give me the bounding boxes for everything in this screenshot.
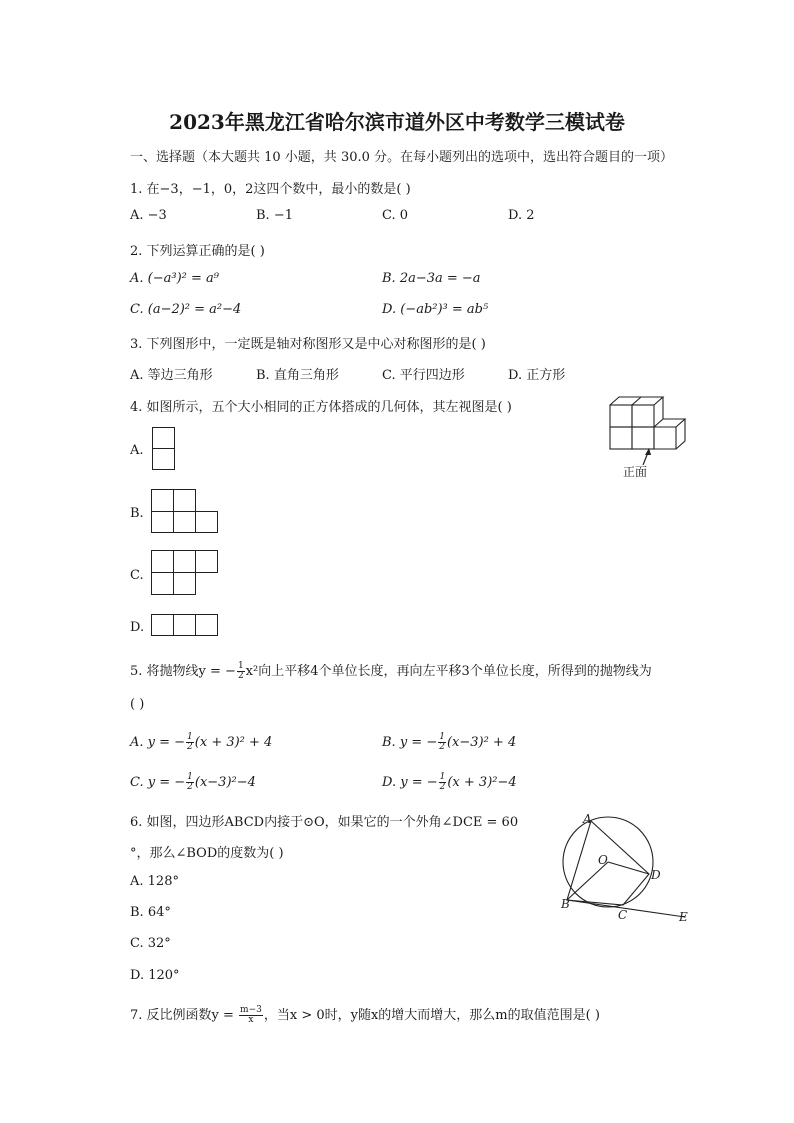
option-suffix: (x + 3)² + 4 bbox=[194, 735, 273, 750]
question-5-stem-line2: ( ) bbox=[130, 697, 145, 712]
view-b-cell bbox=[195, 511, 218, 533]
question-3-option-c: C. 平行四边形 bbox=[382, 368, 465, 383]
option-suffix: (x−3)²−4 bbox=[194, 775, 256, 790]
fraction-denominator: 2 bbox=[187, 782, 193, 792]
option-prefix: A. y = − bbox=[130, 735, 186, 750]
fraction-denominator: 2 bbox=[439, 742, 445, 752]
question-6-stem-line2: °，那么∠BOD的度数为( ) bbox=[130, 846, 284, 861]
view-c-cell bbox=[195, 550, 218, 573]
question-2-option-a: A. (−a³)² = a⁹ bbox=[130, 271, 219, 286]
question-6-option-b: B. 64° bbox=[130, 905, 171, 920]
view-d-cell bbox=[173, 614, 196, 636]
question-6-stem: 6. 如图，四边形ABCD内接于⊙O，如果它的一个外角∠DCE = 60 bbox=[130, 815, 519, 830]
option-suffix: (x−3)² + 4 bbox=[446, 735, 517, 750]
view-d-cell bbox=[151, 614, 174, 636]
question-5-option-a bbox=[130, 733, 272, 752]
option-fraction bbox=[439, 773, 447, 792]
view-b-cell bbox=[151, 489, 174, 512]
question-4-option-d: D. bbox=[130, 620, 145, 635]
question-5-option-c bbox=[130, 773, 256, 792]
fraction-denominator: 2 bbox=[187, 742, 193, 752]
question-5-option-d bbox=[382, 773, 517, 792]
option-fraction bbox=[186, 733, 194, 752]
question-4-option-c: C. bbox=[130, 568, 144, 583]
question-3-stem: 3. 下列图形中，一定既是轴对称图形又是中心对称图形的是( ) bbox=[130, 337, 486, 352]
option-fraction bbox=[438, 733, 446, 752]
question-6-option-c: C. 32° bbox=[130, 936, 171, 951]
question-6-option-d: D. 120° bbox=[130, 968, 180, 983]
question-3-option-b: B. 直角三角形 bbox=[256, 368, 339, 383]
fraction-numerator: m−3 bbox=[240, 1005, 262, 1015]
view-b-cell bbox=[173, 511, 196, 533]
question-6-option-a: A. 128° bbox=[130, 874, 179, 889]
question-1-option-d: D. 2 bbox=[508, 208, 535, 223]
fraction-numerator: 1 bbox=[439, 732, 445, 742]
question-4-stem: 4. 如图所示，五个大小相同的正方体搭成的几何体，其左视图是( ) bbox=[130, 400, 512, 415]
figure-label-front: 正面 bbox=[623, 465, 648, 479]
question-5-stem bbox=[130, 660, 652, 681]
point-e-label: E bbox=[679, 910, 688, 924]
question-4-option-a: A. bbox=[130, 443, 144, 458]
view-c-cell bbox=[173, 550, 196, 573]
fraction-denominator: x bbox=[248, 1015, 254, 1025]
question-1-option-b: B. −1 bbox=[256, 208, 293, 223]
q7-stem-fraction bbox=[239, 1006, 263, 1025]
point-o-label: O bbox=[598, 853, 608, 867]
question-2-option-c: C. (a−2)² = a²−4 bbox=[130, 302, 242, 317]
question-2-stem: 2. 下列运算正确的是( ) bbox=[130, 244, 265, 259]
fraction-denominator: 2 bbox=[439, 782, 446, 792]
question-4-option-b: B. bbox=[130, 506, 144, 521]
question-1-option-a: A. −3 bbox=[130, 208, 167, 223]
question-2-option-b: B. 2a−3a = −a bbox=[382, 271, 481, 286]
view-d-cell bbox=[195, 614, 218, 636]
q5-stem-fraction bbox=[237, 662, 245, 681]
fraction-numerator: 1 bbox=[187, 732, 193, 742]
inscribed-quadrilateral-figure bbox=[555, 810, 695, 930]
point-c-label: C bbox=[618, 908, 628, 922]
cube-stack-figure bbox=[605, 392, 700, 484]
option-fraction bbox=[186, 773, 194, 792]
view-a-cell bbox=[152, 427, 175, 449]
fraction-numerator: 1 bbox=[187, 772, 193, 782]
fraction-numerator: 1 bbox=[439, 772, 446, 782]
view-c-cell bbox=[151, 572, 174, 595]
question-1-stem: 1. 在−3，−1，0，2这四个数中，最小的数是( ) bbox=[130, 182, 411, 197]
fraction-numerator: 1 bbox=[237, 661, 244, 671]
point-b-label: B bbox=[561, 897, 570, 911]
q7-stem-suffix: ，当x > 0时，y随x的增大而增大，那么m的取值范围是( ) bbox=[263, 1008, 600, 1023]
q7-stem-prefix: 7. 反比例函数y = bbox=[130, 1008, 239, 1023]
view-a-cell bbox=[152, 448, 175, 470]
paper-title: 2023年黑龙江省哈尔滨市道外区中考数学三模试卷 bbox=[169, 110, 625, 134]
view-c-cell bbox=[151, 550, 174, 573]
point-d-label: D bbox=[651, 868, 661, 882]
q5-stem-prefix: 5. 将抛物线y = − bbox=[130, 664, 236, 679]
question-7-stem bbox=[130, 1004, 600, 1025]
view-b-cell bbox=[151, 511, 174, 533]
option-prefix: B. y = − bbox=[382, 735, 438, 750]
option-suffix: (x + 3)²−4 bbox=[447, 775, 517, 790]
section-heading: 一、选择题（本大题共 10 小题，共 30.0 分。在每小题列出的选项中，选出符合题目的一项） bbox=[130, 150, 674, 165]
q5-stem-suffix: x²向上平移4个单位长度，再向左平移3个单位长度，所得到的抛物线为 bbox=[245, 664, 652, 679]
fraction-denominator: 2 bbox=[237, 671, 244, 681]
question-3-option-a: A. 等边三角形 bbox=[130, 368, 213, 383]
view-c-cell bbox=[173, 572, 196, 595]
option-prefix: D. y = − bbox=[382, 775, 438, 790]
question-2-option-d: D. (−ab²)³ = ab⁵ bbox=[382, 302, 489, 317]
point-a-label: A bbox=[583, 812, 592, 826]
view-b-cell bbox=[173, 489, 196, 512]
question-1-option-c: C. 0 bbox=[382, 208, 409, 223]
question-3-option-d: D. 正方形 bbox=[508, 368, 566, 383]
option-prefix: C. y = − bbox=[130, 775, 186, 790]
question-5-option-b bbox=[382, 733, 516, 752]
